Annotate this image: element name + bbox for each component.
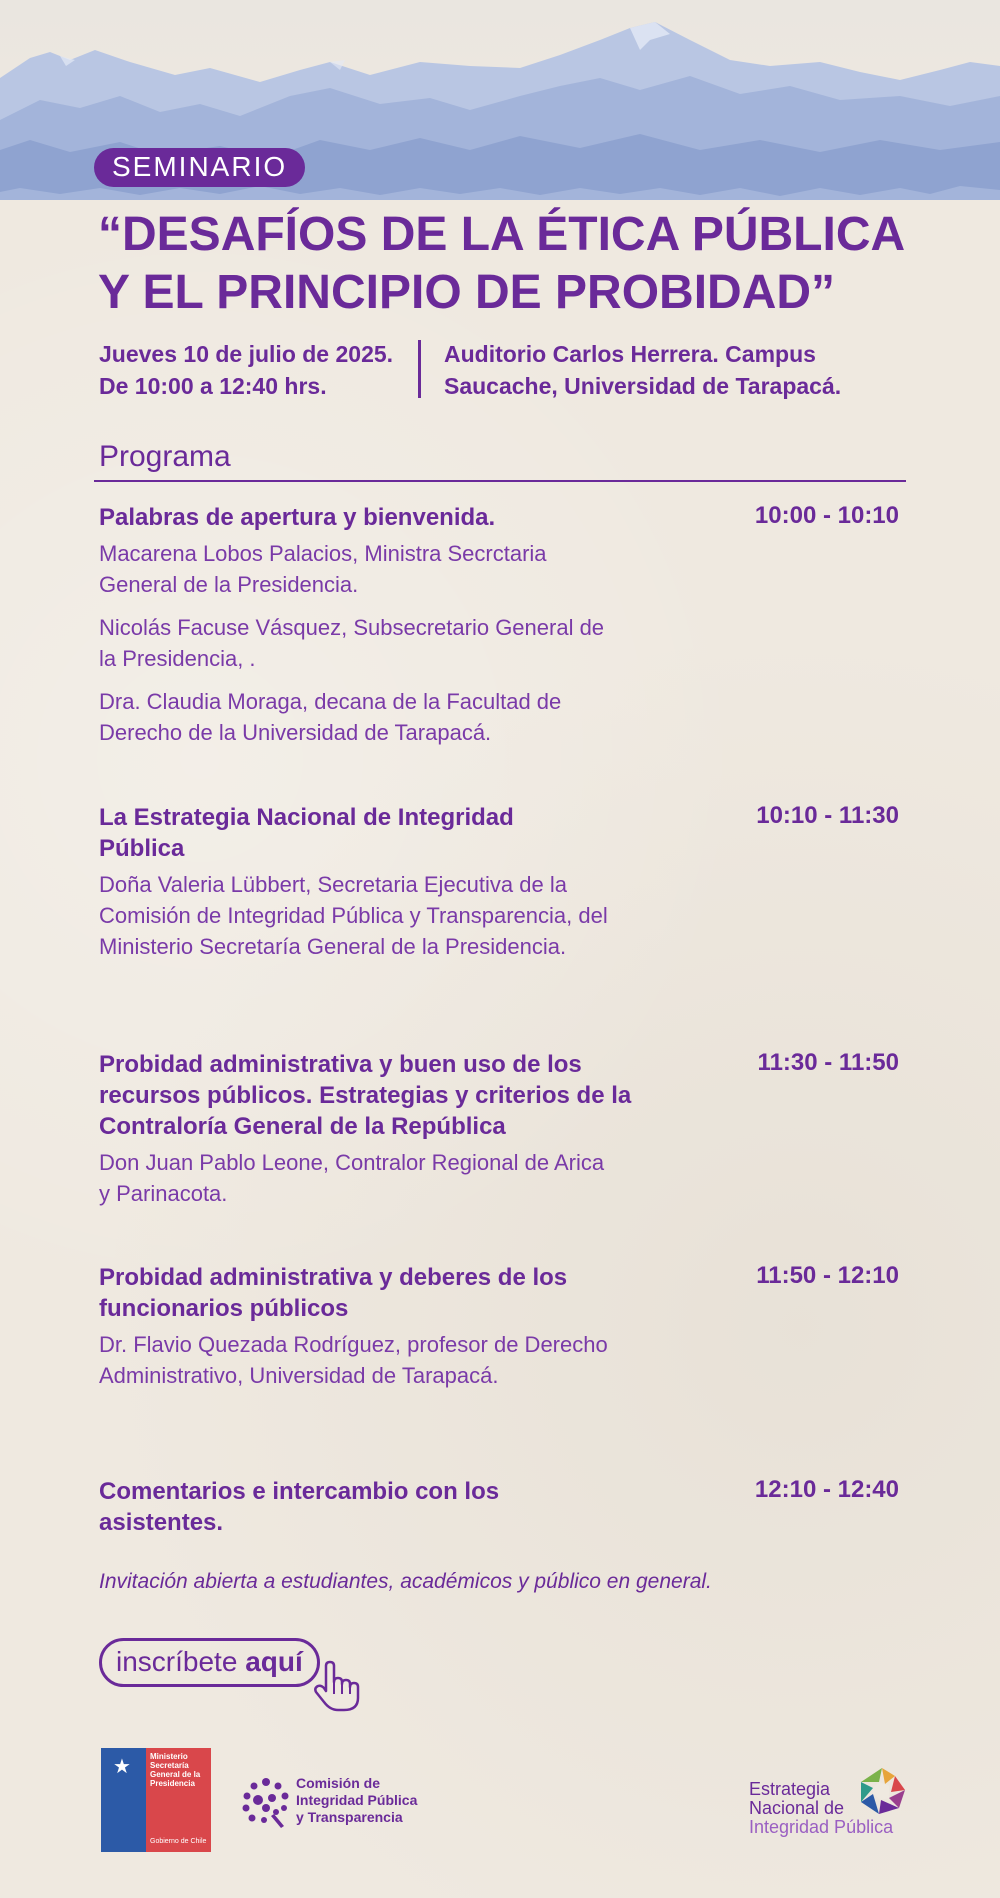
strategy-logo [749,1766,909,1838]
venue-line-1: Auditorio Carlos Herrera. Campus [444,341,816,367]
commission-logo-text [296,1775,436,1826]
pointer-hand-icon [312,1660,362,1712]
program-item-speaker: Nicolás Facuse Vásquez, Subsecretario General de la Presidencia, . [99,615,605,671]
program-item [99,1476,909,1538]
title-line-2: Y EL PRINCIPIO DE PROBIDAD” [98,266,836,319]
program-item-title: Palabras de apertura y bienvenida. [99,504,496,531]
event-datetime [99,338,419,402]
program-item-speaker: Macarena Lobos Palacios, Ministra Secrctaria General de la Presidencia. [99,541,547,597]
commission-line-2: Integridad Pública [296,1792,418,1808]
ministry-logo [101,1748,211,1852]
program-item [99,802,909,962]
strategy-line-2: Nacional de [749,1798,845,1818]
program-item-time: 10:00 - 10:10 [754,502,899,529]
register-button[interactable] [99,1638,320,1687]
program-item-title: Probidad administrativa y deberes de los funcionarios públicos [99,1264,568,1322]
program-item-speaker: Dra. Claudia Moraga, decana de la Facultad de Derecho de la Universidad de Tarapacá. [99,689,562,745]
event-date: Jueves 10 de julio de 2025. [99,341,394,367]
program-item-time: 12:10 - 12:40 [754,1476,899,1503]
commission-line-1: Comisión de [296,1775,381,1791]
program-item-title: La Estrategia Nacional de Integridad Pública [99,804,514,862]
chile-shield-icon: ★ [113,1756,131,1778]
program-item [99,1049,909,1209]
ministry-line-4: Presidencia [150,1779,195,1788]
ministry-line-2: Secretaría [150,1761,189,1770]
event-time: De 10:00 a 12:40 hrs. [99,373,327,399]
ministry-line-3: General de la [150,1770,201,1779]
strategy-line-3: Integridad Pública [749,1817,894,1837]
program-item-speaker: Dr. Flavio Quezada Rodríguez, profesor de Derecho Administrativo, Universidad de Tarapacá. [99,1332,608,1388]
strategy-emblem-icon [855,1766,909,1818]
commission-emblem-icon [240,1774,292,1832]
ministry-line-1: Ministerio [150,1752,188,1761]
seminar-badge: SEMINARIO [94,148,305,187]
ministry-footer: Gobierno de Chile [150,1838,207,1845]
program-item-title: Probidad administrativa y buen uso de los recursos públicos. Estrategias y criterios de la Contraloría General de la República [99,1051,632,1140]
strategy-line-1: Estrategia [749,1779,831,1799]
commission-logo [240,1774,430,1834]
event-venue [444,338,874,402]
venue-line-2: Saucache, Universidad de Tarapacá. [444,373,842,399]
title-line-1: “DESAFÍOS DE LA ÉTICA PÚBLICA [98,208,906,261]
commission-line-3: y Transparencia [296,1809,403,1825]
program-item-time: 10:10 - 11:30 [756,802,899,829]
program-item [99,502,909,748]
register-label-bold: aquí [245,1646,303,1677]
register-label: inscríbete [116,1646,238,1677]
program-item-speaker: Don Juan Pablo Leone, Contralor Regional de Arica y Parinacota. [99,1150,605,1206]
program-item [99,1262,909,1391]
program-heading: Programa [99,440,231,473]
info-divider [418,340,421,398]
program-item-time: 11:30 - 11:50 [757,1049,899,1076]
program-divider [94,480,906,482]
page-title [98,206,958,322]
program-item-title: Comentarios e intercambio con los asistentes. [99,1478,500,1536]
ministry-logo-text [150,1752,210,1788]
program-item-time: 11:50 - 12:10 [756,1262,899,1289]
invitation-note: Invitación abierta a estudiantes, académicos y público en general. [99,1570,712,1593]
program-item-speaker: Doña Valeria Lübbert, Secretaria Ejecutiva de la Comisión de Integridad Pública y Transparencia, del Ministerio Secretaría General de la Presidencia. [99,872,608,959]
